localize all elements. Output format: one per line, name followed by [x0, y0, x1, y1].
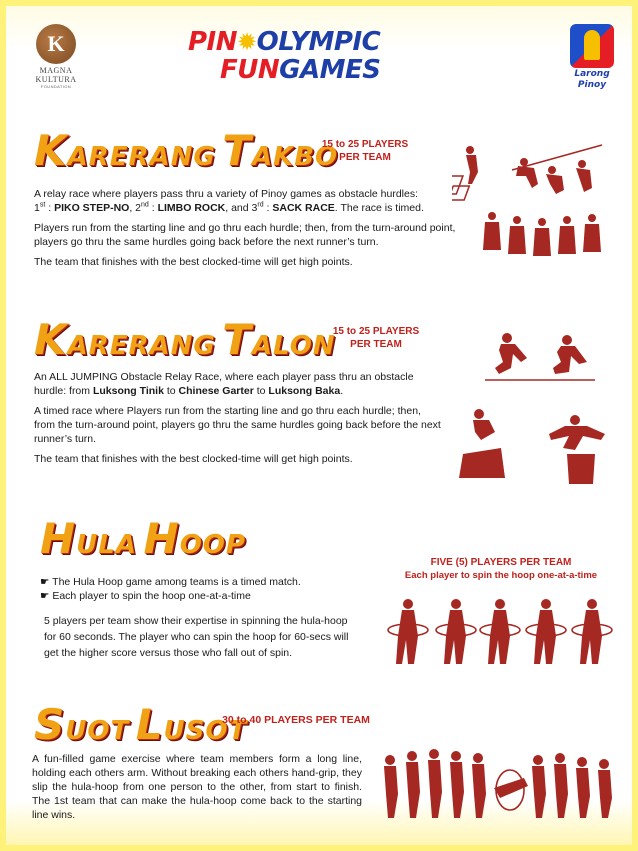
paragraph: 5 players per team show their expertise in spinning the hula-hoop for 60 seconds. The player who can spin the hoop for 60-secs will get the higher score versus those who fall out of spin. [44, 615, 349, 659]
sun-icon: ✹ [237, 28, 257, 56]
logo-line-3: FOUNDATION [40, 84, 72, 89]
description-hula [40, 575, 360, 667]
jumping-relay-illustration [455, 328, 615, 488]
suot-lusot-illustration [378, 738, 618, 828]
hula-hoop-illustration [384, 596, 616, 668]
title-word-games: GAMES [279, 55, 381, 85]
description-suot [32, 752, 362, 828]
title-word-fun: FUN [220, 55, 280, 85]
logo-line-1: MAGNA [39, 66, 73, 75]
title-line-1 [188, 28, 458, 56]
larong-pinoy-logo [570, 24, 614, 88]
game-title-karerang-takbo: KARERANG TAKBO [34, 126, 339, 175]
bullet-item: ☛ The Hula Hoop game among teams is a timed match. [40, 576, 301, 588]
players-count-talon: 15 to 25 PLAYERS PER TEAM [332, 326, 420, 350]
paragraph: An ALL JUMPING Obstacle Relay Race, where each player pass thru an obstacle hurdle: from Luksong Tinik to Chinese Garter to Luksong Baka. [34, 371, 414, 397]
human-chain-figures-icon [384, 749, 612, 818]
title-line-2 [188, 56, 458, 84]
larong-text: Larong [574, 69, 610, 79]
magna-kultura-logo [26, 24, 86, 89]
game-title-karerang-talon: KARERANG TALON [34, 315, 336, 364]
sack-race-figures-icon [483, 212, 601, 256]
paragraph: The team that finishes with the best clocked-time will get high points. [34, 453, 353, 465]
bullet-item: ☛ Each player to spin the hoop one-at-a-time [40, 590, 251, 602]
paragraph: A fun-filled game exercise where team members form a long line, holding each others arm. Without breaking each others hand-grip, they slip the hula-hoop from one person to the other, from start to finish. The 1st team that can make the hula-hoop come back to the starting line wins. [32, 753, 362, 821]
limbo-bar-icon [512, 145, 602, 170]
title-word-pin: PIN [188, 27, 237, 57]
players-count-takbo: 15 to 25 PLAYERS PER TEAM [321, 139, 409, 163]
paragraph: The team that finishes with the best clocked-time will get high points. [34, 256, 353, 268]
game-title-suot-lusot: SUOT LUSOT [34, 700, 248, 749]
pointing-hand-icon: ☛ [40, 576, 50, 588]
relay-race-illustration [452, 140, 612, 275]
players-count-hula: FIVE (5) PLAYERS PER TEAM Each player to spin the hoop one-at-a-time [404, 557, 598, 581]
description-takbo [34, 187, 472, 275]
paragraph: A timed race where Players run from the starting line and go thru each hurdle; then, from the turn-around point, players go thru the same hurdles going back before the next runner’s turn. [34, 405, 441, 445]
pointing-hand-icon: ☛ [40, 590, 50, 602]
paragraph: A relay race where players pass thru a variety of Pinoy games as obstacle hurdles: 1st : PIKO STEP-NO, 2nd : LIMBO ROCK, and 3rd : SACK RACE. The race is timed. [34, 188, 424, 214]
game-title-hula-hoop: HULA HOOP [40, 514, 246, 563]
jumper-figures-icon [459, 333, 605, 484]
event-title-logo [188, 28, 458, 84]
player-badge-icon [570, 24, 614, 68]
title-word-olympic: OLYMPIC [256, 27, 381, 57]
piko-grid-icon [452, 176, 463, 194]
pinoy-text: Pinoy [577, 80, 607, 90]
description-talon [34, 370, 444, 472]
paragraph: Players run from the starting line and go thru each hurdle; then, from the turn-around point, players go thru the same hurdles going back before the next runner’s turn. [34, 222, 456, 248]
monogram-icon: K [36, 24, 76, 64]
players-count-suot: 30 to 40 PLAYERS PER TEAM [222, 714, 370, 726]
logo-line-2: KULTURA [35, 75, 77, 84]
